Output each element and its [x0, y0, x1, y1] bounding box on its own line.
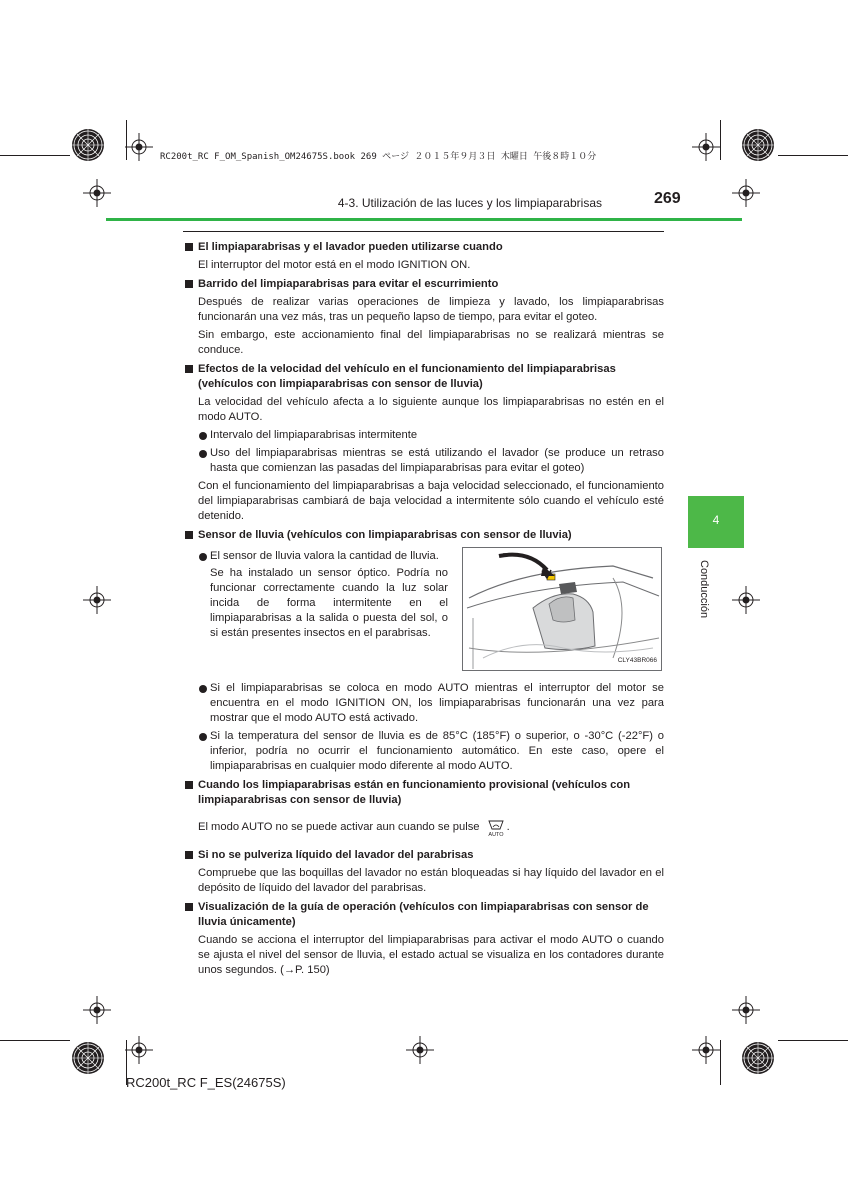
rosette-top-left [72, 129, 104, 161]
target-top-right [692, 133, 720, 161]
target-bottom-left [125, 1036, 153, 1064]
target-right-upper [732, 179, 760, 207]
windshield-sensor-image [463, 548, 661, 670]
section-title: 4-3. Utilización de las luces y los limpiaparabrisas [337, 196, 602, 210]
auto-icon-text: AUTO [488, 832, 504, 838]
paragraph: Se ha instalado un sensor óptico. Podría no funcionar correctamente cuando la luz solar incida de forma intermitente en el limpiaparabrisas a la salida o puesta del sol, o si están presentes insectos en el parabrisas. [210, 567, 448, 639]
paragraph-end: . [506, 821, 510, 833]
page-content [184, 236, 664, 978]
heading-washer-fluid: Si no se pulveriza líquido del lavador del parabrisas [184, 848, 664, 863]
footer-code: RC200t_RC F_ES(24675S) [126, 1075, 286, 1090]
rain-sensor-block [184, 546, 664, 671]
paragraph: Con el funcionamiento del limpiaparabrisas a baja velocidad seleccionado, el funcionamiento del limpiaparabrisas cambiará de baja velocidad a intermitente sólo cuando el vehículo esté detenido. [198, 480, 664, 522]
figure-code: CLY43BR066 [617, 657, 657, 664]
heading-vehicle-speed: Efectos de la velocidad del vehículo en el funcionamiento del limpiaparabrisas (vehículos con limpiaparabrisas con sensor de lluvia) [184, 362, 664, 392]
content-top-rule [183, 231, 664, 232]
bullet-item: Si la temperatura del sensor de lluvia es de 85°C (185°F) o superior, o -30°C (-22°F) o inferior, podría no ocurrir el funcionamiento automático. En este caso, opere el limpiaparabrisas en cualquier modo diferente al modo AUTO. [184, 729, 664, 774]
target-left-lower [83, 996, 111, 1024]
heading-ignition: El limpiaparabrisas y el lavador pueden utilizarse cuando [184, 240, 664, 255]
paragraph: Compruebe que las boquillas del lavador no están bloqueadas si hay líquido del lavador en el depósito de líquido del lavador del parabrisas. [198, 867, 664, 894]
bullet-item: El sensor de lluvia valora la cantidad de lluvia. [184, 549, 448, 564]
target-right-middle [732, 586, 760, 614]
target-top-left [125, 133, 153, 161]
heading-drip-wipe: Barrido del limpiaparabrisas para evitar el escurrimiento [184, 277, 664, 292]
target-bottom-center [406, 1036, 434, 1064]
rosette-bottom-left [72, 1042, 104, 1074]
chapter-tab: 4 [688, 496, 744, 548]
rosette-bottom-right [742, 1042, 774, 1074]
bullet-item: Intervalo del limpiaparabrisas intermitente [184, 428, 664, 443]
heading-operation-guide: Visualización de la guía de operación (vehículos con limpiaparabrisas con sensor de lluvia únicamente) [184, 900, 664, 930]
paragraph: Después de realizar varias operaciones de limpieza y lavado, los limpiaparabrisas funcionarán una vez más, tras un pequeño lapso de tiempo, para evitar el goteo. [198, 296, 664, 323]
paragraph-text: El modo AUTO no se puede activar aun cuando se pulse [198, 821, 480, 833]
heading-provisional: Cuando los limpiaparabrisas están en funcionamiento provisional (vehículos con limpiaparabrisas con sensor de lluvia) [184, 778, 664, 808]
target-bottom-right [692, 1036, 720, 1064]
heading-rain-sensor: Sensor de lluvia (vehículos con limpiaparabrisas con sensor de lluvia) [184, 528, 664, 543]
auto-wiper-icon [485, 818, 507, 838]
target-left-upper [83, 179, 111, 207]
paragraph: El interruptor del motor está en el modo IGNITION ON. [198, 259, 471, 271]
rosette-top-right [742, 129, 774, 161]
target-left-middle [83, 586, 111, 614]
page-number: 269 [654, 190, 681, 207]
bullet-item: Uso del limpiaparabrisas mientras se está utilizando el lavador (se produce un retraso hasta que comienzan las pasadas del limpiaparabrisas para evitar el goteo) [184, 446, 664, 476]
paragraph: Cuando se acciona el interruptor del limpiaparabrisas para activar el modo AUTO o cuando se ajusta el nivel del sensor de lluvia, el estado actual se visualiza en los contadores durante unos segundos. (→P. 150) [198, 934, 664, 976]
rain-sensor-illustration [462, 547, 662, 671]
target-right-lower [732, 996, 760, 1024]
file-info-line: RC200t_RC F_OM_Spanish_OM24675S.book 269 ページ ２０１５年９月３日 木曜日 午後８時１０分 [160, 152, 597, 162]
chapter-label: Conducción [698, 560, 710, 619]
paragraph: Sin embargo, este accionamiento final del limpiaparabrisas no se realizará mientras se conduce. [198, 329, 664, 356]
bullet-item: Si el limpiaparabrisas se coloca en modo AUTO mientras el interruptor del motor se encuentra en el modo IGNITION ON, los limpiaparabrisas funcionarán una vez para mostrar que el modo AUTO está activado. [184, 681, 664, 726]
paragraph: La velocidad del vehículo afecta a lo siguiente aunque los limpiaparabrisas no estén en el modo AUTO. [198, 396, 664, 423]
paragraph-with-icon [184, 818, 664, 838]
header-rule [106, 218, 742, 221]
